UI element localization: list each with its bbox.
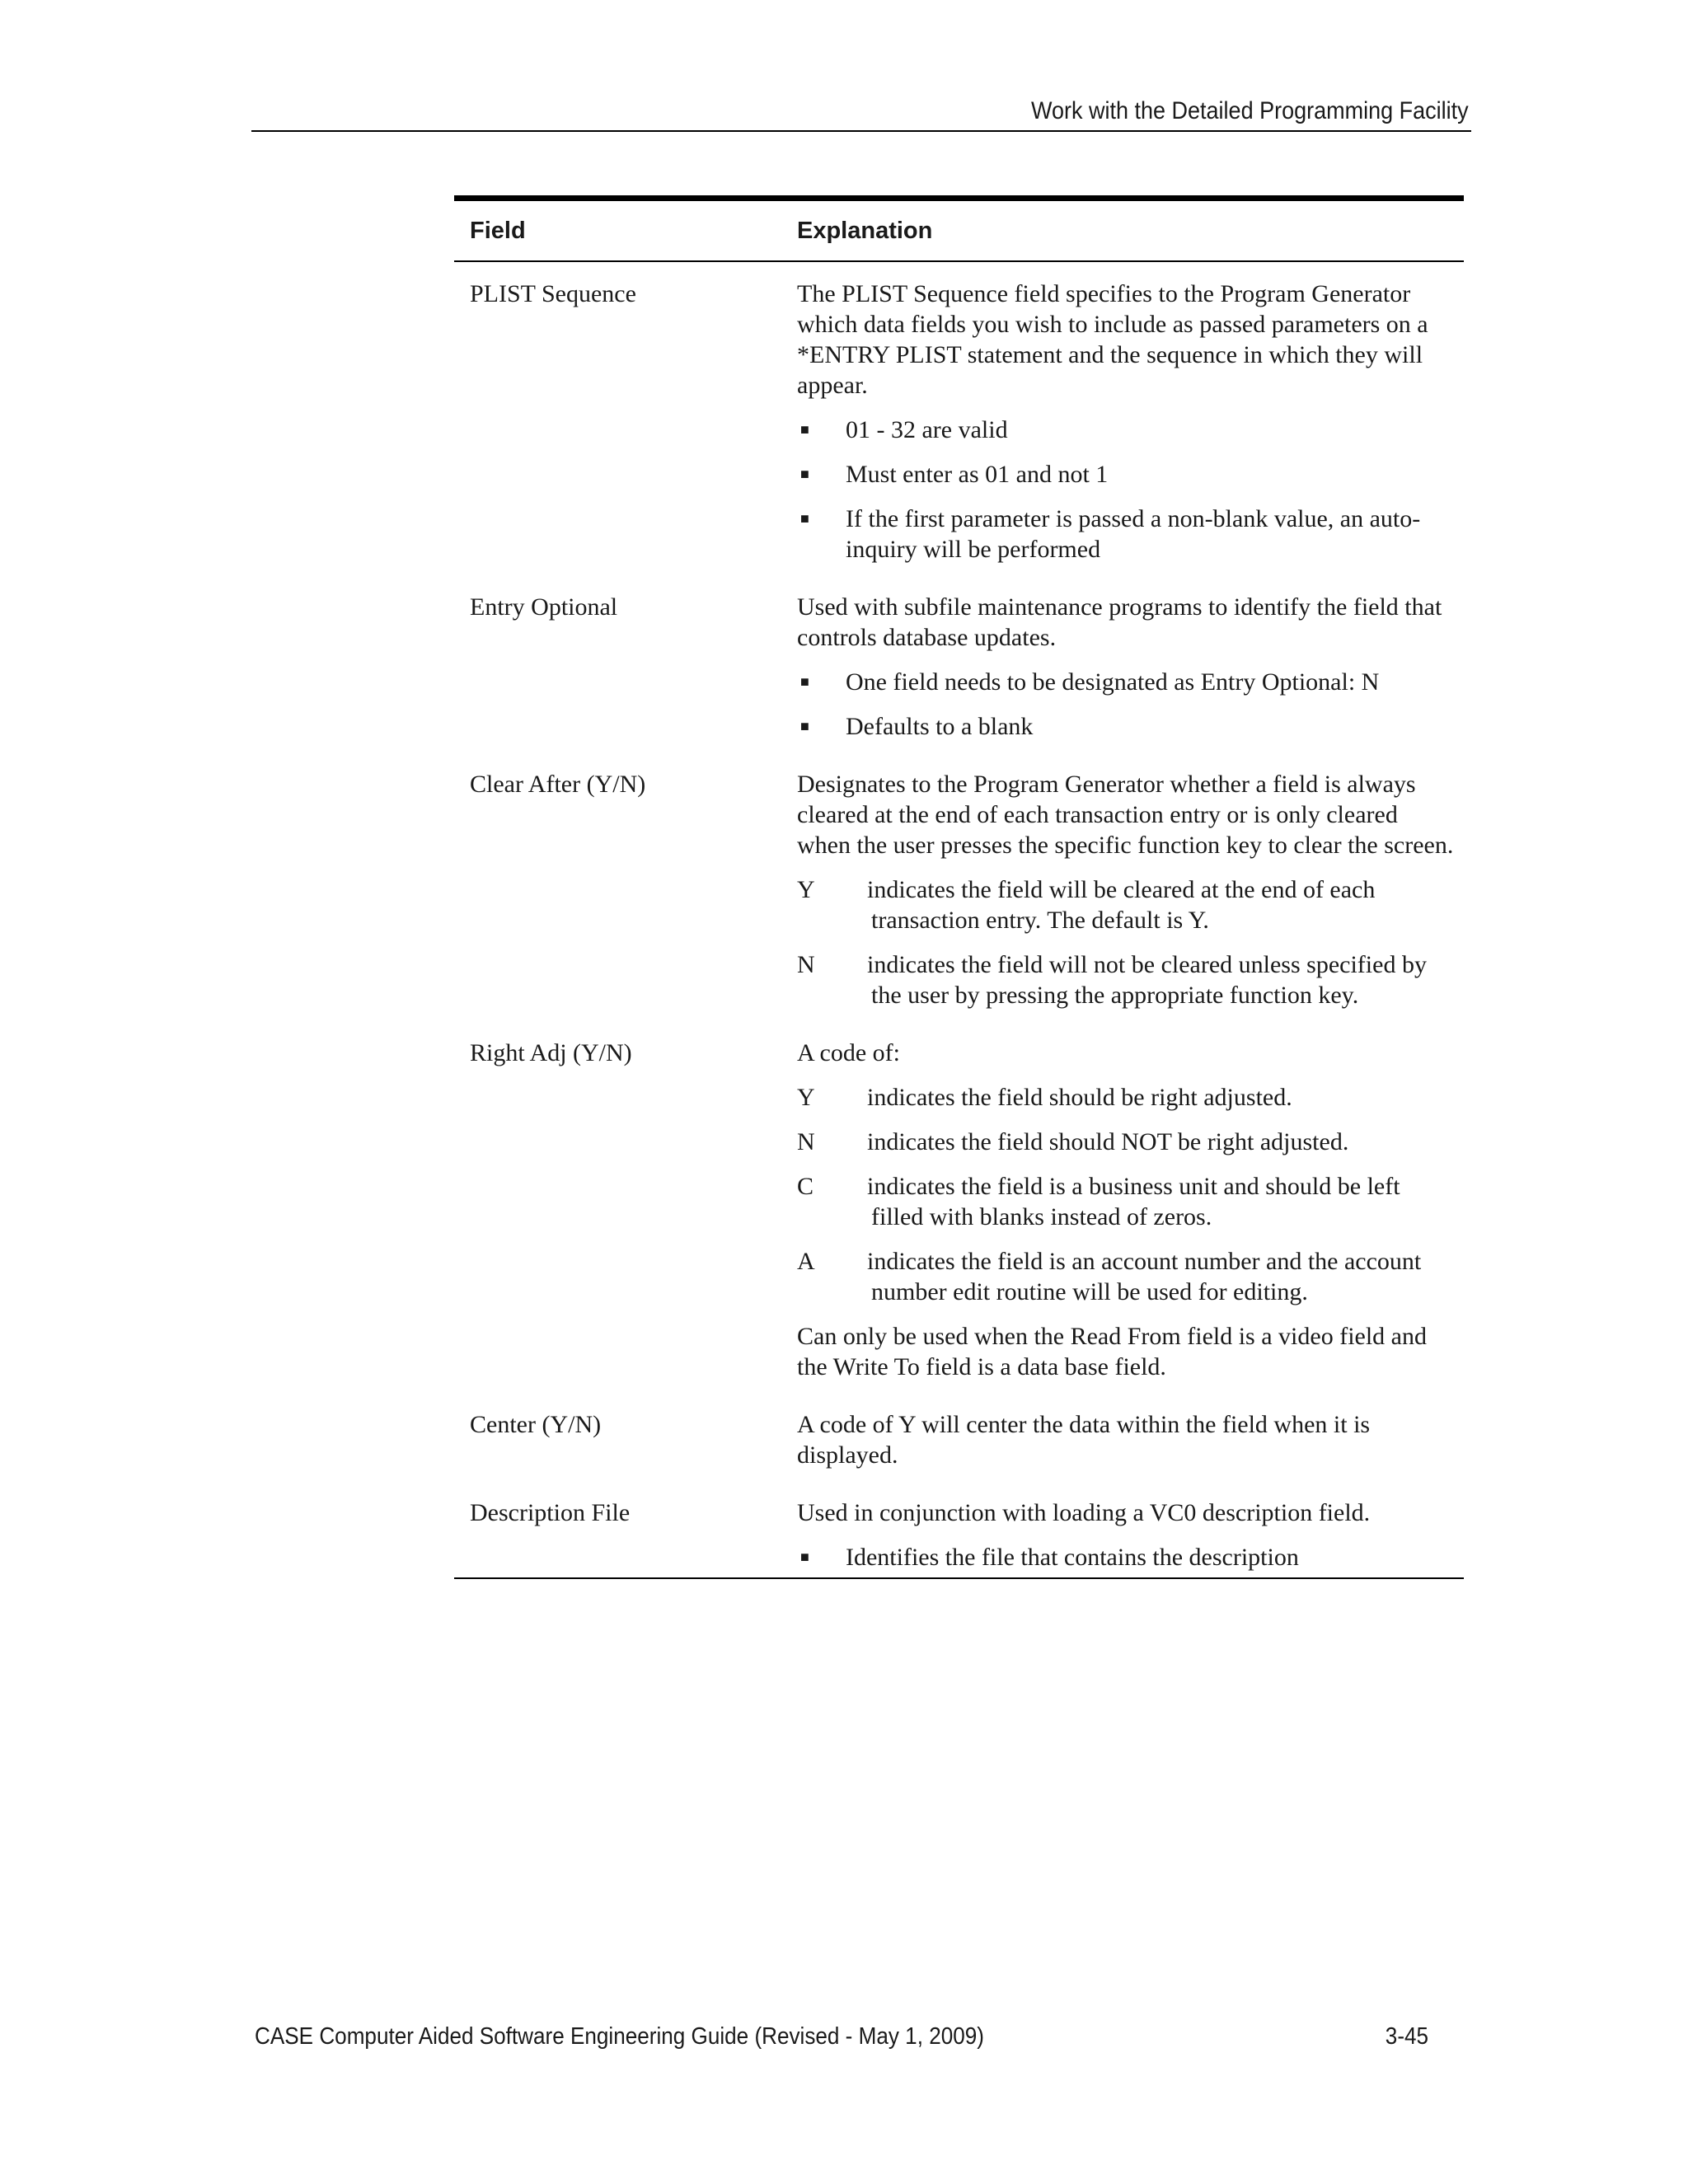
code-description: indicates the field should be right adjusted. — [867, 1084, 1292, 1111]
table-row — [454, 592, 1464, 742]
field-name: Clear After (Y/N) — [470, 771, 646, 798]
field-explanation — [797, 592, 1464, 742]
field-explanation-table — [454, 195, 1464, 1579]
field-name: Description File — [470, 1499, 631, 1526]
code-letter: N — [797, 1128, 815, 1155]
square-bullet-icon: ■ — [800, 421, 809, 438]
square-bullet-icon: ■ — [800, 718, 809, 734]
table-row — [454, 279, 1464, 565]
list-item — [797, 415, 1456, 445]
table-row — [454, 769, 1464, 1010]
code-item — [797, 1171, 1456, 1232]
table-body — [454, 262, 1464, 1577]
list-item — [797, 459, 1456, 490]
column-header-explanation: Explanation — [797, 217, 933, 244]
list-item-text: Defaults to a blank — [846, 713, 1034, 740]
table-top-rule — [454, 195, 1464, 201]
table-row — [454, 1038, 1464, 1382]
explanation-text: Designates to the Program Generator whether a field is always cleared at the end of each transaction entry or is only cleared when the user presses the specific function key to clear the screen. — [797, 771, 1454, 859]
field-explanation — [797, 279, 1464, 565]
list-item-text: Must enter as 01 and not 1 — [846, 461, 1109, 488]
field-name: PLIST Sequence — [470, 280, 636, 307]
code-item — [797, 949, 1456, 1010]
table-bottom-rule — [454, 1577, 1464, 1579]
list-item — [797, 667, 1456, 697]
field-name: Entry Optional — [470, 593, 618, 621]
code-description: indicates the field will be cleared at the end of each transaction entry. The default is Y. — [867, 876, 1376, 934]
square-bullet-icon: ■ — [800, 466, 809, 482]
list-item — [797, 711, 1456, 742]
code-letter: A — [797, 1248, 815, 1275]
code-letter: C — [797, 1173, 814, 1200]
square-bullet-icon: ■ — [800, 673, 809, 690]
code-letter: Y — [797, 876, 815, 903]
square-bullet-icon: ■ — [800, 510, 809, 527]
code-letter: N — [797, 951, 815, 978]
explanation-note: Can only be used when the Read From field is a video field and the Write To field is a data base field. — [797, 1323, 1427, 1380]
code-description: indicates the field should NOT be right adjusted. — [867, 1128, 1349, 1155]
explanation-text: A code of: — [797, 1039, 900, 1066]
field-name: Right Adj (Y/N) — [470, 1039, 632, 1066]
code-description: indicates the field is a business unit and should be left filled with blanks instead of zeros. — [867, 1173, 1400, 1230]
list-item — [797, 504, 1456, 565]
list-item — [797, 1542, 1456, 1572]
table-header-row — [454, 201, 1464, 260]
square-bullet-icon: ■ — [800, 1549, 809, 1565]
list-item-text: Identifies the file that contains the description — [846, 1544, 1299, 1571]
code-letter: Y — [797, 1084, 815, 1111]
field-explanation — [797, 1497, 1464, 1572]
code-item — [797, 1246, 1456, 1307]
list-item-text: 01 - 32 are valid — [846, 416, 1008, 443]
running-header-title: Work with the Detailed Programming Facility — [1031, 97, 1469, 124]
explanation-text: A code of Y will center the data within the field when it is displayed. — [797, 1411, 1371, 1469]
footer-page-number: 3-45 — [1385, 2023, 1428, 2050]
code-item — [797, 1082, 1456, 1113]
code-description: indicates the field will not be cleared unless specified by the user by pressing the appropriate function key. — [867, 951, 1427, 1009]
column-header-field: Field — [470, 217, 526, 244]
code-item — [797, 1127, 1456, 1157]
list-item-text: One field needs to be designated as Entry Optional: N — [846, 668, 1380, 696]
explanation-text: The PLIST Sequence field specifies to the Program Generator which data fields you wish to include as passed parameters on a *ENTRY PLIST statement and the sequence in which they will appear. — [797, 280, 1428, 399]
field-explanation — [797, 1409, 1464, 1470]
field-name: Center (Y/N) — [470, 1411, 602, 1438]
table-row — [454, 1497, 1464, 1572]
footer-document-title: CASE Computer Aided Software Engineering Guide (Revised - May 1, 2009) — [255, 2023, 984, 2050]
code-item — [797, 874, 1456, 935]
explanation-text: Used in conjunction with loading a VC0 description field. — [797, 1499, 1371, 1526]
table-row — [454, 1409, 1464, 1470]
explanation-text: Used with subfile maintenance programs to identify the field that controls database updates. — [797, 593, 1442, 651]
field-explanation — [797, 1038, 1464, 1382]
code-description: indicates the field is an account number and the account number edit routine will be used for editing. — [867, 1248, 1422, 1305]
header-divider — [251, 130, 1471, 132]
field-explanation — [797, 769, 1464, 1010]
list-item-text: If the first parameter is passed a non-blank value, an auto-inquiry will be performed — [846, 505, 1421, 563]
